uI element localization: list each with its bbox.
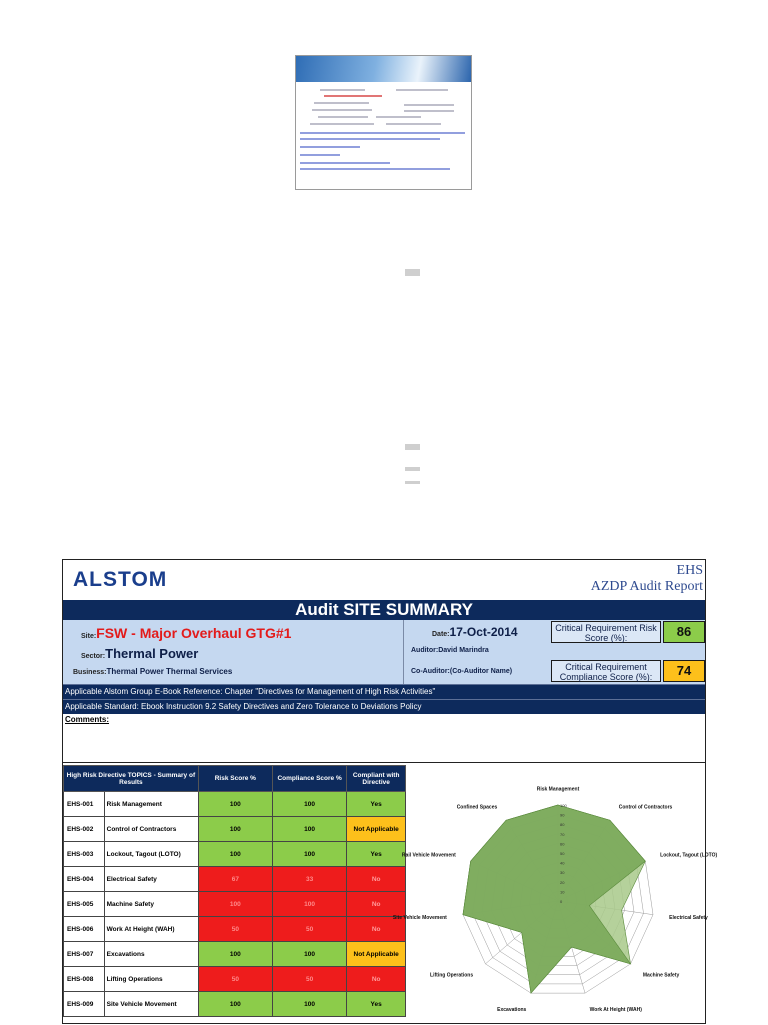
directive-code: EHS-002 xyxy=(64,817,105,842)
compliant-cell: Yes xyxy=(347,992,406,1017)
directive-topic: Work At Height (WAH) xyxy=(104,917,198,942)
radar-axis-label: Rail Vehicle Movement xyxy=(401,852,456,859)
radar-chart xyxy=(392,765,718,1025)
radar-tick-label: 0 xyxy=(560,899,563,904)
report-type: EHS AZDP Audit Report xyxy=(590,563,703,594)
applicable-standard: Applicable Standard: Ebook Instruction 9.2 Safety Directives and Zero Tolerance to Deviations Policy xyxy=(63,699,705,714)
site-field: Site:FSW - Major Overhaul GTG#1 xyxy=(81,625,292,641)
page-title: Audit SITE SUMMARY xyxy=(63,600,705,620)
comments-area[interactable] xyxy=(63,725,705,763)
date-field: Date:17-Oct-2014 xyxy=(432,625,518,639)
risk-score-cell: 100 xyxy=(198,817,272,842)
radar-axis-label: Confined Spaces xyxy=(456,804,498,811)
risk-score-cell: 50 xyxy=(198,967,272,992)
thumbnail-banner xyxy=(296,56,471,82)
compliance-score-label: Critical Requirement Compliance Score (%): xyxy=(551,660,661,682)
directive-code: EHS-007 xyxy=(64,942,105,967)
scroll-marker xyxy=(405,269,420,276)
comments-label: Comments: xyxy=(65,715,110,724)
radar-tick-label: 80 xyxy=(560,822,565,828)
directive-code: EHS-004 xyxy=(64,867,105,892)
directive-topic: Excavations xyxy=(104,942,198,967)
compliant-cell: No xyxy=(347,892,406,917)
radar-axis-label: Site Vehicle Movement xyxy=(392,914,447,921)
risk-score-value: 86 xyxy=(663,621,705,643)
directive-topic: Machine Safety xyxy=(104,892,198,917)
radar-axis-label: Risk Management xyxy=(536,786,580,793)
directive-topic: Lifting Operations xyxy=(104,967,198,992)
risk-score-cell: 67 xyxy=(198,867,272,892)
business-field: Business:Thermal Power Thermal Services xyxy=(73,667,233,676)
compliance-score-cell: 50 xyxy=(272,967,346,992)
compliance-score-cell: 50 xyxy=(272,917,346,942)
compliance-score-cell: 100 xyxy=(272,817,346,842)
compliance-score-cell: 100 xyxy=(272,792,346,817)
table-row xyxy=(64,867,406,892)
document-thumbnail[interactable] xyxy=(295,55,472,190)
directive-topic: Lockout, Tagout (LOTO) xyxy=(104,842,198,867)
compliance-score-cell: 100 xyxy=(272,842,346,867)
directive-topic: Risk Management xyxy=(104,792,198,817)
alstom-logo: ALSTOM xyxy=(73,568,168,591)
radar-tick-label: 70 xyxy=(560,831,565,837)
directive-results-table xyxy=(63,765,406,1017)
header-compliance: Compliance Score % xyxy=(272,766,346,792)
coauditor-field: Co-Auditor:(Co-Auditor Name) xyxy=(411,668,513,675)
radar-axis-label: Machine Safety xyxy=(642,972,680,979)
compliant-cell: Not Applicable xyxy=(347,817,406,842)
radar-tick-label: 60 xyxy=(560,841,565,847)
header-risk: Risk Score % xyxy=(198,766,272,792)
radar-tick-label: 40 xyxy=(560,860,565,866)
radar-axis-label: Electrical Safety xyxy=(669,914,708,921)
radar-tick-label: 30 xyxy=(560,870,565,876)
scroll-marker xyxy=(405,467,420,471)
radar-tick-label: 100 xyxy=(560,803,567,808)
ebook-reference: Applicable Alstom Group E-Book Reference: Chapter "Directives for Management of High Risk Activities" xyxy=(63,684,705,699)
compliant-cell: Not Applicable xyxy=(347,942,406,967)
compliant-cell: No xyxy=(347,917,406,942)
directive-topic: Site Vehicle Movement xyxy=(104,992,198,1017)
table-row xyxy=(64,942,406,967)
radar-axis-label: Excavations xyxy=(497,1006,527,1013)
directive-code: EHS-003 xyxy=(64,842,105,867)
table-row xyxy=(64,842,406,867)
compliant-cell: Yes xyxy=(347,792,406,817)
radar-axis-label: Work At Height (WAH) xyxy=(589,1006,642,1013)
radar-tick-label: 20 xyxy=(560,879,565,885)
risk-score-cell: 100 xyxy=(198,892,272,917)
risk-score-cell: 100 xyxy=(198,842,272,867)
table-row xyxy=(64,992,406,1017)
compliant-cell: Yes xyxy=(347,842,406,867)
risk-score-cell: 100 xyxy=(198,942,272,967)
table-row xyxy=(64,917,406,942)
directive-code: EHS-008 xyxy=(64,967,105,992)
scroll-marker xyxy=(405,481,420,484)
compliance-score-value: 74 xyxy=(663,660,705,682)
compliance-score-cell: 33 xyxy=(272,867,346,892)
risk-score-cell: 50 xyxy=(198,917,272,942)
auditor-field: Auditor:David Marindra xyxy=(411,647,489,654)
radar-axis-label: Control of Contractors xyxy=(618,804,673,811)
directive-topic: Electrical Safety xyxy=(104,867,198,892)
header-compliant: Compliant with Directive xyxy=(347,766,406,792)
table-row xyxy=(64,792,406,817)
header-topics: High Risk Directive TOPICS - Summary of Results xyxy=(64,766,199,792)
compliant-cell: No xyxy=(347,867,406,892)
table-row xyxy=(64,817,406,842)
directive-topic: Control of Contractors xyxy=(104,817,198,842)
compliance-score-cell: 100 xyxy=(272,992,346,1017)
radar-tick-label: 10 xyxy=(560,889,565,895)
audit-report xyxy=(62,559,718,1024)
table-row xyxy=(64,967,406,992)
compliance-score-cell: 100 xyxy=(272,942,346,967)
site-info-panel xyxy=(63,620,705,684)
compliance-score-cell: 100 xyxy=(272,892,346,917)
directive-code: EHS-005 xyxy=(64,892,105,917)
radar-tick-label: 90 xyxy=(560,812,565,818)
radar-axis-label: Lifting Operations xyxy=(430,972,474,979)
radar-axis-label: Lockout, Tagout (LOTO) xyxy=(660,852,718,859)
risk-score-cell: 100 xyxy=(198,792,272,817)
risk-score-cell: 100 xyxy=(198,992,272,1017)
directive-code: EHS-006 xyxy=(64,917,105,942)
scroll-marker xyxy=(405,444,420,450)
sector-field: Sector:Thermal Power xyxy=(81,646,199,661)
radar-tick-label: 50 xyxy=(560,851,565,856)
directive-code: EHS-009 xyxy=(64,992,105,1017)
report-header xyxy=(63,560,705,600)
risk-score-label: Critical Requirement Risk Score (%): xyxy=(551,621,661,643)
divider xyxy=(403,620,404,684)
table-row xyxy=(64,892,406,917)
compliant-cell: No xyxy=(347,967,406,992)
directive-code: EHS-001 xyxy=(64,792,105,817)
